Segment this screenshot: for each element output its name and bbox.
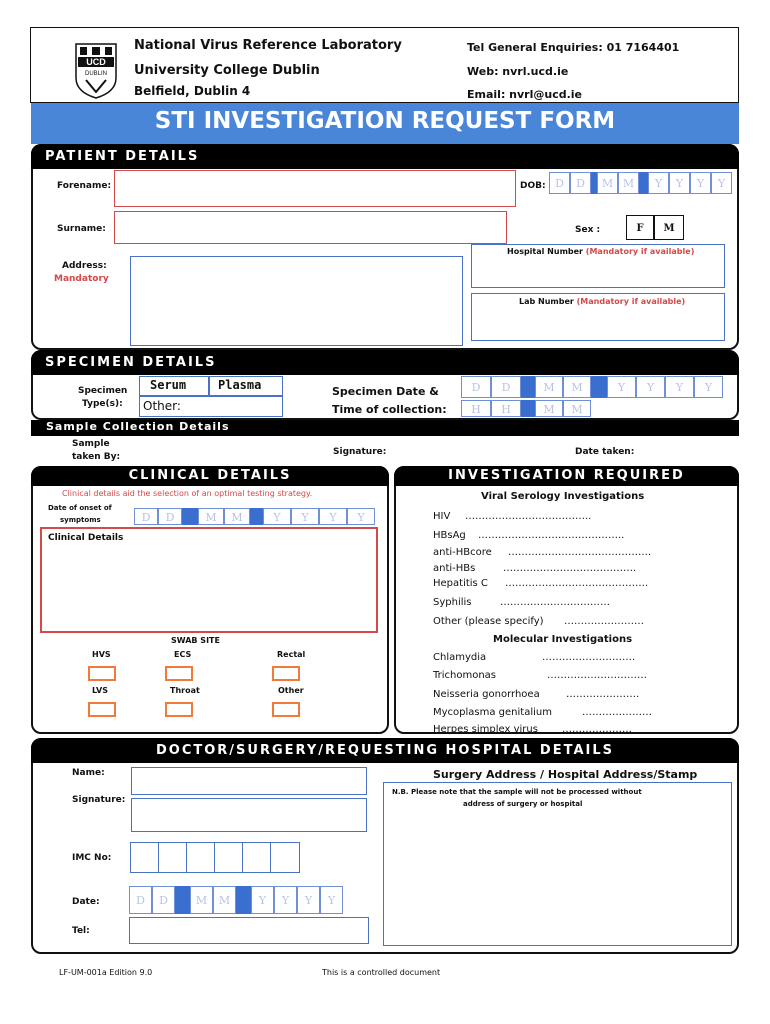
serology-item-dots[interactable]: …………………… <box>564 616 644 627</box>
web-address: Web: nvrl.ucd.ie <box>467 65 569 78</box>
specimen-date-cell[interactable]: M <box>535 376 563 398</box>
swab-rectal-label: Rectal <box>277 650 306 659</box>
dob-separator <box>639 172 648 194</box>
onset-date-cell[interactable]: M <box>198 508 224 525</box>
specimen-time-cell[interactable]: H <box>491 400 521 417</box>
hospital-number-label <box>507 247 694 256</box>
imc-cell[interactable] <box>186 842 215 873</box>
specimen-type-label-2: Type(s): <box>82 399 123 409</box>
serology-item-dots[interactable]: ……………………………………. <box>505 578 649 589</box>
molecular-title: Molecular Investigations <box>493 634 633 645</box>
imc-cell[interactable] <box>242 842 271 873</box>
dob-cell[interactable]: M <box>618 172 639 194</box>
swab-throat-checkbox[interactable] <box>165 702 193 717</box>
imc-cell[interactable] <box>270 842 300 873</box>
doctor-date-cell[interactable]: M <box>213 886 236 914</box>
molecular-item-name: Neisseria gonorrhoea <box>433 689 540 700</box>
molecular-item-name: Trichomonas <box>433 670 497 681</box>
serum-option[interactable] <box>139 376 209 396</box>
patient-details-bar <box>31 144 739 169</box>
onset-date-cell[interactable]: Y <box>319 508 347 525</box>
dob-cells <box>549 172 734 194</box>
swab-lvs-checkbox[interactable] <box>88 702 116 717</box>
onset-label-2: symptoms <box>60 516 101 524</box>
serology-item-name: anti-HBcore <box>433 547 492 558</box>
onset-date-cell[interactable]: D <box>158 508 182 525</box>
doctor-date-cell[interactable]: Y <box>251 886 274 914</box>
doctor-date-separator <box>236 886 251 914</box>
investigation-bar <box>394 466 739 486</box>
onset-date-separator <box>250 508 263 525</box>
swab-other-checkbox[interactable] <box>272 702 300 717</box>
doctor-details-bar <box>31 738 739 763</box>
specimen-time-cell[interactable]: M <box>535 400 563 417</box>
serology-item-name: Other (please specify) <box>433 616 544 627</box>
specimen-details-bar <box>31 350 739 375</box>
specimen-date-cell[interactable]: Y <box>694 376 723 398</box>
forename-label: Forename: <box>57 181 112 191</box>
tel-enquiries: Tel General Enquiries: 01 7164401 <box>467 41 680 54</box>
specimen-date-cell[interactable]: Y <box>636 376 665 398</box>
email-address: Email: nvrl@ucd.ie <box>467 88 583 101</box>
dob-cell[interactable]: D <box>549 172 570 194</box>
clinical-details-label: Clinical Details <box>48 533 124 543</box>
svg-text:UCD: UCD <box>86 57 106 67</box>
doctor-signature-label: Signature: <box>72 795 126 805</box>
clinical-details-field[interactable] <box>40 527 378 633</box>
college-name: University College Dublin <box>134 63 320 78</box>
doctor-date-cells <box>129 886 343 914</box>
specimen-date-separator <box>591 376 607 398</box>
sex-label: Sex : <box>575 225 601 235</box>
onset-date-separator <box>182 508 198 525</box>
surgery-address-title: Surgery Address / Hospital Address/Stamp <box>433 768 698 781</box>
footer-doc-id: LF-UM-001a Edition 9.0 <box>59 968 153 977</box>
doctor-date-label: Date: <box>72 897 100 907</box>
hospital-number-text: Hospital Number <box>507 247 583 256</box>
clinical-details-title: CLINICAL DETAILS <box>128 468 292 483</box>
swab-ecs-label: ECS <box>174 650 192 659</box>
address-mandatory-label: Mandatory <box>54 274 109 284</box>
footer-controlled-document: This is a controlled document <box>322 968 441 977</box>
serology-title: Viral Serology Investigations <box>481 491 645 502</box>
lab-number-label <box>519 297 685 306</box>
lab-number-text: Lab Number <box>519 297 574 306</box>
swab-throat-label: Throat <box>170 686 200 695</box>
doctor-name-field[interactable] <box>131 767 367 795</box>
serology-item-name: HIV <box>433 511 451 522</box>
onset-date-cell[interactable]: Y <box>291 508 319 525</box>
specimen-date-cell[interactable]: Y <box>607 376 636 398</box>
doctor-date-cell[interactable]: M <box>190 886 213 914</box>
serology-item-dots[interactable]: ……………………………….. <box>465 511 592 522</box>
surname-field[interactable] <box>114 211 507 244</box>
imc-cell[interactable] <box>214 842 243 873</box>
molecular-item-dots[interactable]: ………………………. <box>542 652 636 663</box>
molecular-item-dots[interactable]: ………………………… <box>547 670 647 681</box>
specimen-time-separator <box>521 400 535 417</box>
form-title: STI INVESTIGATION REQUEST FORM <box>154 108 616 134</box>
lab-name: National Virus Reference Laboratory <box>134 38 402 53</box>
specimen-details-title: SPECIMEN DETAILS <box>45 355 217 370</box>
onset-date-cell[interactable]: Y <box>263 508 291 525</box>
forename-field[interactable] <box>114 170 516 207</box>
serology-item-dots[interactable]: …………………………………. <box>503 563 637 574</box>
swab-other-label: Other <box>278 686 304 695</box>
onset-date-cell[interactable]: Y <box>347 508 375 525</box>
imc-label: IMC No: <box>72 853 112 863</box>
specimen-date-cell[interactable]: D <box>491 376 521 398</box>
onset-label-1: Date of onset of <box>48 504 112 512</box>
surname-label: Surname: <box>57 224 106 234</box>
specimen-other-field[interactable] <box>139 396 283 417</box>
specimen-date-separator <box>521 376 535 398</box>
address-label: Address: <box>62 261 107 271</box>
swab-rectal-checkbox[interactable] <box>272 666 300 681</box>
investigation-title: INVESTIGATION REQUIRED <box>448 468 685 483</box>
swab-lvs-label: LVS <box>92 686 108 695</box>
molecular-item-name: Mycoplasma genitalium <box>433 707 552 718</box>
address-field[interactable] <box>130 256 463 346</box>
plasma-label: Plasma <box>218 378 262 392</box>
surgery-address-note-1: N.B. Please note that the sample will not be processed without <box>392 788 642 796</box>
surgery-address-note-2: address of surgery or hospital <box>463 800 583 808</box>
ucd-logo <box>72 38 120 100</box>
dob-label: DOB: <box>520 181 546 191</box>
dob-cell[interactable]: Y <box>648 172 669 194</box>
taken-by-label-2: taken By: <box>72 452 121 462</box>
specimen-date-label-1: Specimen Date & <box>332 385 439 398</box>
swab-ecs-checkbox[interactable] <box>165 666 193 681</box>
serology-item-name: HBsAg <box>433 530 466 541</box>
sex-female-box[interactable]: F <box>626 215 654 240</box>
serology-item-name: Syphilis <box>433 597 472 608</box>
specimen-time-cell[interactable]: M <box>563 400 591 417</box>
doctor-date-cell[interactable]: D <box>152 886 175 914</box>
molecular-item-dots[interactable]: …………………. <box>566 689 640 700</box>
molecular-item-dots[interactable]: ………………… <box>562 724 632 735</box>
taken-by-label-1: Sample <box>72 439 110 449</box>
specimen-other-label: Other: <box>143 399 181 413</box>
lab-address: Belfield, Dublin 4 <box>134 84 251 98</box>
clinical-details-bar <box>31 466 389 486</box>
specimen-type-label-1: Specimen <box>78 386 128 396</box>
imc-cell[interactable] <box>130 842 159 873</box>
molecular-item-name: Chlamydia <box>433 652 487 663</box>
swab-hvs-label: HVS <box>92 650 111 659</box>
dob-cell[interactable]: Y <box>711 172 732 194</box>
dob-cell[interactable]: Y <box>690 172 711 194</box>
serology-item-dots[interactable]: …………………………………….. <box>478 530 625 541</box>
specimen-date-cell[interactable]: Y <box>665 376 694 398</box>
sex-male-box[interactable]: M <box>654 215 684 240</box>
lab-number-note: (Mandatory if available) <box>576 297 686 306</box>
dob-cell[interactable]: M <box>597 172 618 194</box>
specimen-time-cells <box>461 400 593 417</box>
doctor-tel-label: Tel: <box>72 926 90 936</box>
swab-hvs-checkbox[interactable] <box>88 666 116 681</box>
hospital-number-note: (Mandatory if available) <box>585 247 695 256</box>
specimen-time-cell[interactable]: H <box>461 400 491 417</box>
collection-signature-label: Signature: <box>333 447 387 457</box>
specimen-date-cells <box>461 376 723 398</box>
onset-date-cell[interactable]: D <box>134 508 158 525</box>
doctor-date-cell[interactable]: D <box>129 886 152 914</box>
molecular-item-dots[interactable]: ………………… <box>582 707 652 718</box>
specimen-date-cell[interactable]: M <box>563 376 591 398</box>
onset-date-cell[interactable]: M <box>224 508 250 525</box>
doctor-date-cell[interactable]: Y <box>297 886 320 914</box>
svg-text:DUBLIN: DUBLIN <box>84 71 108 77</box>
clinical-note: Clinical details aid the selection of an optimal testing strategy. <box>62 489 313 498</box>
dob-cell[interactable]: Y <box>669 172 690 194</box>
doctor-signature-field[interactable] <box>131 798 367 832</box>
plasma-option[interactable] <box>209 376 283 396</box>
sample-collection-title: Sample Collection Details <box>46 420 230 433</box>
onset-date-cells <box>134 508 375 525</box>
serology-item-name: Hepatitis C <box>433 578 488 589</box>
doctor-name-label: Name: <box>72 768 105 778</box>
serum-label: Serum <box>150 378 187 392</box>
serology-item-name: anti-HBs <box>433 563 476 574</box>
imc-cells <box>130 842 300 873</box>
doctor-date-cell[interactable]: Y <box>274 886 297 914</box>
specimen-date-label-2: Time of collection: <box>332 403 447 416</box>
date-taken-label: Date taken: <box>575 447 635 457</box>
imc-cell[interactable] <box>158 842 187 873</box>
serology-item-dots[interactable]: ……………………………………. <box>508 547 652 558</box>
specimen-date-cell[interactable]: D <box>461 376 491 398</box>
doctor-tel-field[interactable] <box>129 917 369 944</box>
doctor-details-title: DOCTOR/SURGERY/REQUESTING HOSPITAL DETAILS <box>156 743 614 758</box>
dob-cell[interactable]: D <box>570 172 591 194</box>
patient-details-title: PATIENT DETAILS <box>45 149 200 164</box>
serology-item-dots[interactable]: …………………………… <box>500 597 610 608</box>
doctor-date-separator <box>175 886 190 914</box>
swab-site-title: SWAB SITE <box>171 636 220 645</box>
molecular-item-name: Herpes simplex virus <box>433 724 538 735</box>
doctor-date-cell[interactable]: Y <box>320 886 343 914</box>
